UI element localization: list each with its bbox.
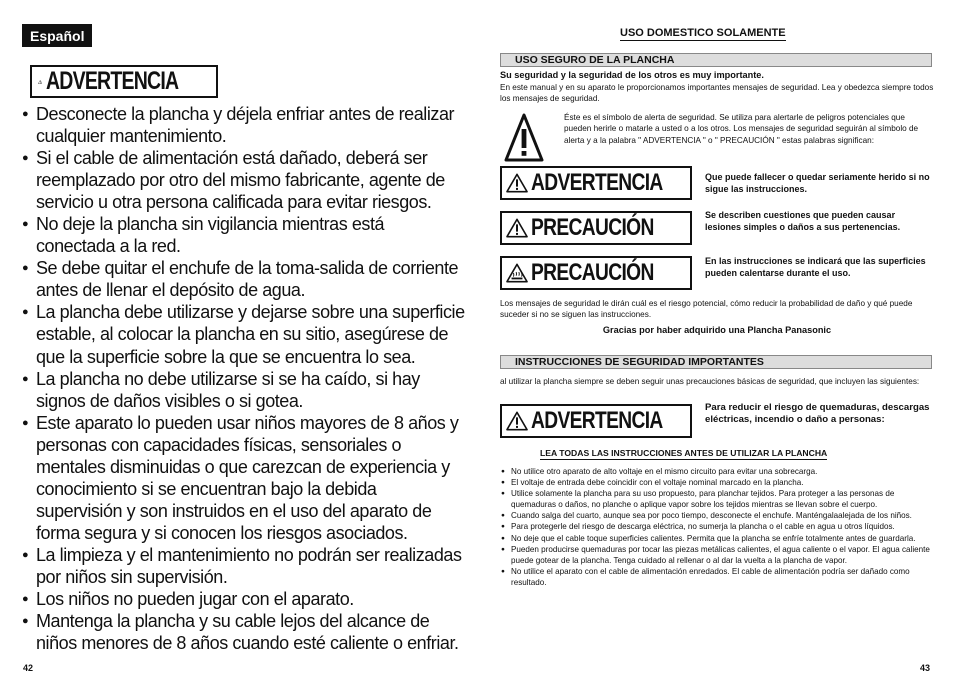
list-item: ● Utilice solamente la plancha para su uso propuesto, para planchar tejidos. Para proteger a las personas de quemaduras o daños, no planche o aplique vapor sobre los tejidos mientras se llevan sobre el cuerpo. [500,488,934,510]
signal-word: ADVERTENCIA [531,169,663,196]
signal-word: ADVERTENCIA [531,407,663,434]
thanks-text: Gracias por haber adquirido una Plancha Panasonic [602,325,832,335]
read-all-heading: LEA TODAS LAS INSTRUCCIONES ANTES DE UTILIZAR LA PLANCHA [540,448,828,458]
list-item: ● Los niños no pueden jugar con el aparato. [22,588,467,610]
right-page [500,0,934,690]
list-item: ● No deje la plancha sin vigilancia mientras está conectada a la red. [22,213,467,257]
warning-triangle-icon [506,218,528,238]
page-number-right: 43 [920,663,931,673]
hot-surface-icon [506,263,528,283]
list-item: ● La plancha debe utilizarse y dejarse sobre una superficie estable, al colocar la plancha en su sitio, asegúrese de que la superficie sobre la que se encuentra lo sea. [22,301,467,367]
signal-advertencia [500,166,692,200]
warning-banner [30,65,218,98]
instructions-list [500,466,934,588]
list-item: ● Si el cable de alimentación está dañado, deberá ser reemplazado por otro del mismo fabricante, agente de servicio u otra persona calificada para evitar riesgos. [22,147,467,213]
list-item: ● Desconecte la plancha y déjela enfriar antes de realizar cualquier mantenimiento. [22,103,467,147]
signal-precaucion [500,211,692,245]
safety-alert-icon [504,112,544,164]
list-item: ● La limpieza y el mantenimiento no podrán ser realizadas por niños sin supervisión. [22,544,467,588]
section-title: INSTRUCCIONES DE SEGURIDAD IMPORTANTES [500,355,932,369]
intro-text: En este manual y en su aparato le proporcionamos importantes mensajes de seguridad. Lea y obedezca siempre todos los mensajes de seguridad. [500,83,934,104]
signal-word: PRECAUCIÓN [531,214,654,241]
list-item: ● El voltaje de entrada debe coincidir con el voltaje nominal marcado en la plancha. [500,477,934,488]
warning-triangle-icon [38,71,42,93]
list-item: ● Se debe quitar el enchufe de la toma-salida de corriente antes de llenar el depósito de agua. [22,257,467,301]
signal-advertencia-2 [500,404,692,438]
warning-triangle-icon [506,411,528,431]
left-page [22,24,465,679]
warning-word: ADVERTENCIA [46,67,179,95]
list-item: ● No utilice otro aparato de alto voltaje en el mismo circuito para evitar una sobrecarga. [500,466,934,477]
signal-word: PRECAUCIÓN [531,259,654,286]
list-item: ● Este aparato lo pueden usar niños mayores de 8 años y personas con capacidades físicas, sensoriales o mentales disminuidas o que carezcan de experiencia y conocimiento si se encuentran bajo la debida supervisión y son instruidos en el uso del aparato de forma segura y si conocen los riesgos asociados. [22,412,467,544]
list-item: ● No deje que el cable toque superficies calientes. Permita que la plancha se enfríe totalmente antes de guardarla. [500,533,934,544]
intro-heading: Su seguridad y la seguridad de los otros es muy importante. [500,70,764,80]
list-item: ● Cuando salga del cuarto, aunque sea por poco tiempo, desconecte el enchufe. Manténgalaalejada de los niños. [500,510,934,521]
list-item: ● Mantenga la plancha y su cable lejos del alcance de niños menores de 8 años cuando esté caliente o enfriar. [22,610,467,654]
list-item: ● La plancha no debe utilizarse si se ha caído, si hay signos de daños visibles o si gotea. [22,368,467,412]
signal-description: Se describen cuestiones que pueden causar lesiones simples o daños a sus pertenencias. [705,210,901,232]
general-text: al utilizar la plancha siempre se deben seguir unas precauciones básicas de seguridad, que incluyen las siguientes: [500,377,920,386]
signal-precaucion-hot [500,256,692,290]
list-item: ● Pueden producirse quemaduras por tocar las piezas metálicas calientes, el agua caliente o el vapor. El agua caliente puede gotear de la plancha. Tenga cuidado al rellenar o al dar la vuelta a la plancha de vapor. [500,544,934,566]
signal-description: Para reducir el riesgo de quemaduras, descargas eléctricas, incendio o daño a personas: [705,402,930,425]
signal-description: En las instrucciones se indicará que las superficies pueden calentarse durante el uso. [705,256,926,278]
list-item: ● No utilice el aparato con el cable de alimentación enredados. El cable de alimentación podría ser dañado como resultado. [500,566,934,588]
page-number-left: 42 [23,663,34,673]
page-header: USO DOMESTICO SOLAMENTE [620,27,786,39]
warning-triangle-icon [506,173,528,193]
language-tab: Español [22,24,92,47]
signal-description: Que puede fallecer o quedar seriamente herido si no sigue las instrucciones. [705,172,930,194]
section-title: USO SEGURO DE LA PLANCHA [500,53,932,67]
warning-list [22,103,467,654]
messages-text: Los mensajes de seguridad le dirán cuál es el riesgo potencial, cómo reducir la probabilidad de daño y qué puede suceder si no se siguen las instrucciones. [500,299,913,320]
list-item: ● Para protegerle del riesgo de descarga eléctrica, no sumerja la plancha o el cable en agua u otros líquidos. [500,521,934,532]
alert-definition: Éste es el símbolo de alerta de seguridad. Se utiliza para alertarle de peligros potenciales que pueden herirle o matarle a usted o a los otros. Los mensajes de seguridad seguirán al símbolo de alerta y a la palabra " ADVERTENCIA " o " PRECAUCIÓN " estas palabras significan: [564,113,919,145]
